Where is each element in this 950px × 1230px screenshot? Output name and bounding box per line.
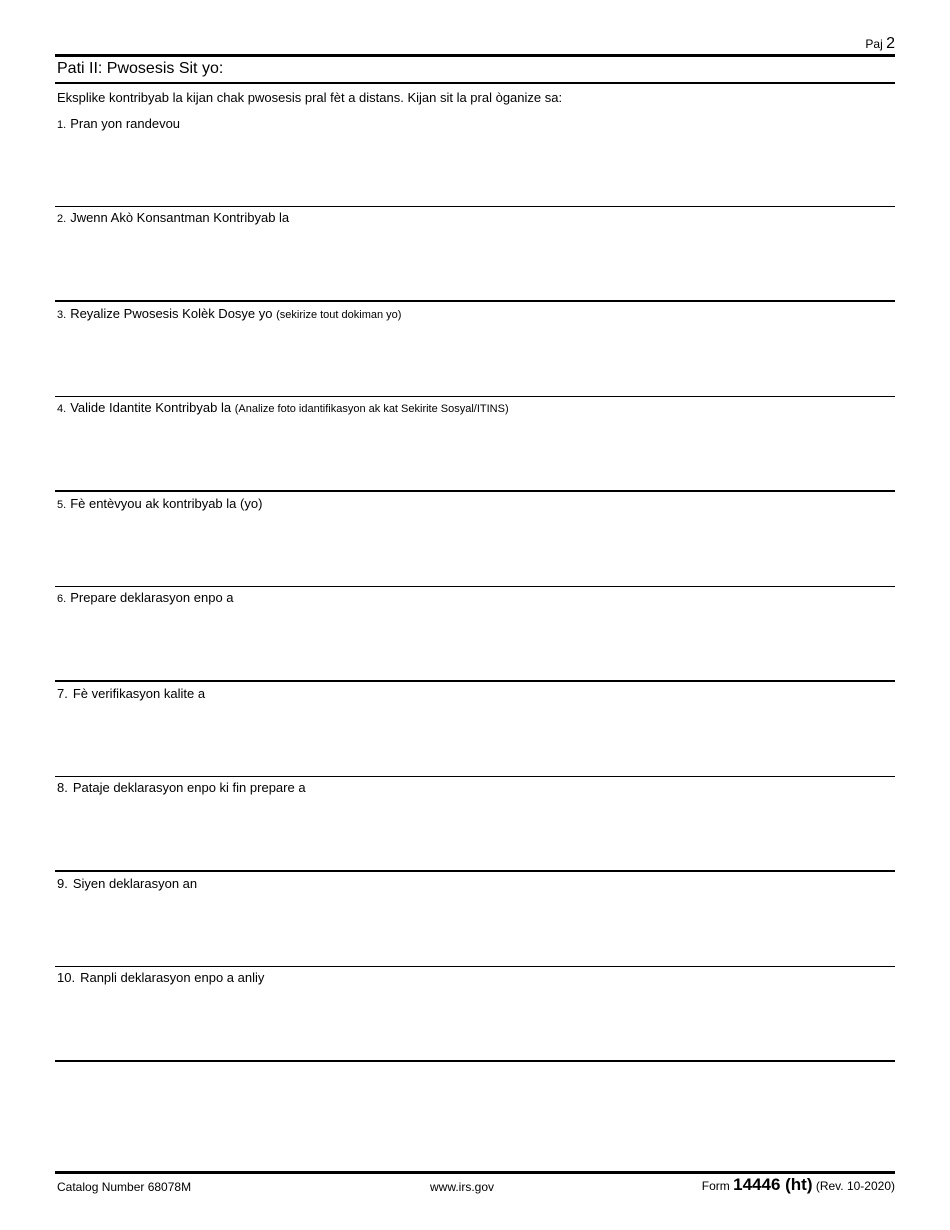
item-1 [57,116,180,131]
item-9 [57,876,197,891]
item-number: 2. [57,213,67,225]
answer-line-2[interactable] [55,300,895,302]
item-number: 5. [57,499,67,511]
item-label: Siyen deklarasyon an [72,876,198,891]
page-number [865,35,895,53]
form-number: 14446 (ht) [733,1175,813,1194]
item-2 [57,210,289,225]
page-number-value: 2 [886,35,895,52]
item-label: Jwenn Akò Konsantman Kontribyab la [70,210,290,225]
item-label: Prepare deklarasyon enpo a [70,590,234,605]
answer-line-6[interactable] [55,680,895,682]
item-number: 7. [57,686,68,701]
item-number: 9. [57,876,68,891]
form-revision: (Rev. 10-2020) [815,1179,895,1193]
part-title: Pati II: Pwosesis Sit yo: [57,60,224,77]
item-6 [57,590,234,605]
item-number: 8. [57,780,68,795]
item-5 [57,496,262,511]
item-note: (sekirize tout dokiman yo) [276,309,402,321]
item-number: 1. [57,119,67,131]
item-label: Fè verifikasyon kalite a [72,686,206,701]
item-8 [57,780,306,795]
item-label: Reyalize Pwosesis Kolèk Dosye yo [70,306,273,321]
item-label: Pataje deklarasyon enpo ki fin prepare a [72,780,306,795]
website-link[interactable]: www.irs.gov [430,1180,495,1194]
item-note: (Analize foto idantifikasyon ak kat Sekirite Sosyal/ITINS) [234,403,509,415]
item-10 [57,970,264,985]
item-number: 3. [57,309,67,321]
answer-line-9[interactable] [55,966,895,967]
item-number: 10. [57,970,76,985]
part-intro: Eksplike kontribyab la kijan chak pwosesis pral fèt a distans. Kijan sit la pral òganize sa: [57,90,563,105]
footer-rule [55,1171,895,1174]
item-4 [57,400,509,415]
answer-line-5[interactable] [55,586,895,587]
item-label: Ranpli deklarasyon enpo a anliy [80,970,265,985]
answer-line-3[interactable] [55,396,895,397]
item-3 [57,306,401,321]
page-label: Paj [865,37,883,51]
title-rule [55,82,895,84]
item-number: 4. [57,403,67,415]
answer-line-7[interactable] [55,776,895,777]
answer-line-10[interactable] [55,1060,895,1062]
answer-line-1[interactable] [55,206,895,207]
answer-line-8[interactable] [55,870,895,872]
answer-line-4[interactable] [55,490,895,492]
item-number: 6. [57,593,67,605]
form-prefix: Form [701,1179,730,1193]
item-label: Pran yon randevou [70,116,181,131]
item-label: Fè entèvyou ak kontribyab la (yo) [70,496,263,511]
top-rule [55,54,895,57]
catalog-number: Catalog Number 68078M [57,1180,192,1194]
form-identifier [702,1175,895,1195]
item-label: Valide Idantite Kontribyab la [70,400,232,415]
item-7 [57,686,205,701]
